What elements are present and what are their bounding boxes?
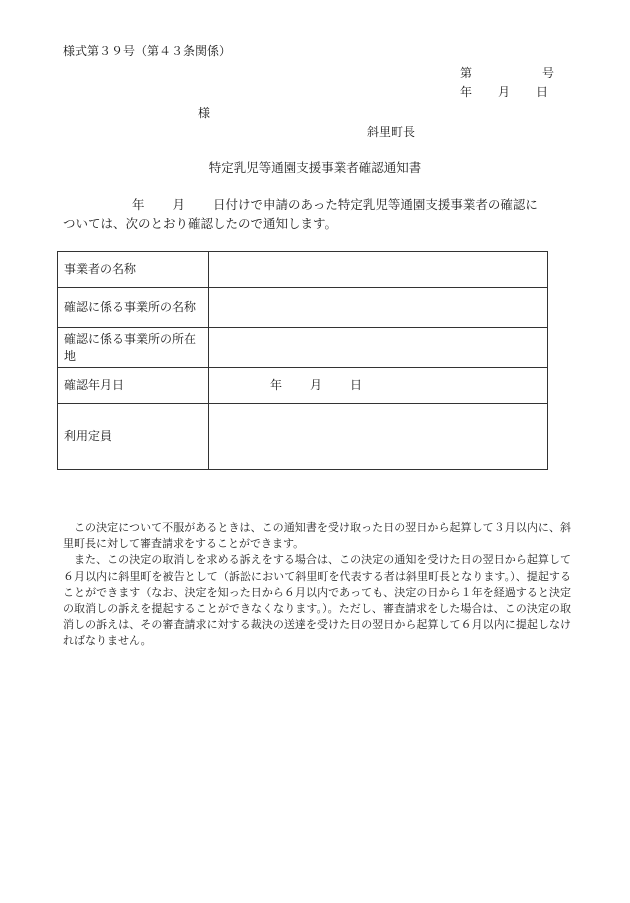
doc-number-suffix: 号 [542,66,555,80]
notes-section [63,520,571,650]
intro-line-1-text: 日付けで申請のあった特定乳児等通園支援事業者の確認に [213,197,538,212]
issuer-name: 斜里町長 [367,125,416,139]
document-number-line [460,65,554,81]
value-facility-name [209,288,548,328]
row-label-confirmation-date: 確認年月日 [58,368,209,404]
addressee-suffix: 様 [198,106,211,120]
table-row [58,328,548,368]
intro-line-2: ついては、次のとおり確認したので通知します。 [63,216,338,231]
row-label-capacity: 利用定員 [58,404,209,470]
value-confirmation-date [209,368,548,404]
value-business-name [209,252,548,288]
row-label-facility-name: 確認に係る事業所の名称 [58,288,209,328]
table-row [58,288,548,328]
note-paragraph-appeal: この決定について不服があるときは、この通知書を受け取った日の翌日から起算して３月以内に、斜里町長に対して審査請求をすることができます。 [63,521,571,551]
confirmation-table [57,251,548,470]
issue-date-month: 月 [498,85,511,99]
table-row [58,404,548,470]
issue-date-line [460,84,548,100]
value-capacity [209,404,548,470]
value-facility-address [209,328,548,368]
document-title: 特定乳児等通園支援事業者確認通知書 [208,160,422,175]
confirmation-date-month: 月 [310,378,323,392]
table-row [58,252,548,288]
issue-date-day: 日 [536,85,549,99]
doc-number-prefix: 第 [460,66,473,80]
form-number: 様式第３９号（第４３条関係） [63,44,232,58]
table-row [58,368,548,404]
confirmation-date-day: 日 [350,378,363,392]
row-label-facility-address: 確認に係る事業所の所在地 [58,328,209,368]
intro-year: 年 [132,197,145,212]
row-label-business-name: 事業者の名称 [58,252,209,288]
note-paragraph-lawsuit: また、この決定の取消しを求める訴えをする場合は、この決定の通知を受けた日の翌日から起算して６月以内に斜里町を被告として（訴訟において斜里町を代表する者は斜里町長となります。）、提起することができます（なお、決定を知った日から６月以内であっても、決定の日から１年を経過すると決定の取消しの訴えを提起することができなくなります。）。ただし、審査請求をした場合は、この決定の取消しの訴えは、その審査請求に対する裁決の送達を受けた日の翌日から起算して６月以内に提起しなければなりません。 [63,553,571,648]
intro-line-1 [132,197,538,213]
issue-date-year: 年 [460,85,473,99]
confirmation-date-year: 年 [270,378,283,392]
intro-month: 月 [172,197,186,212]
